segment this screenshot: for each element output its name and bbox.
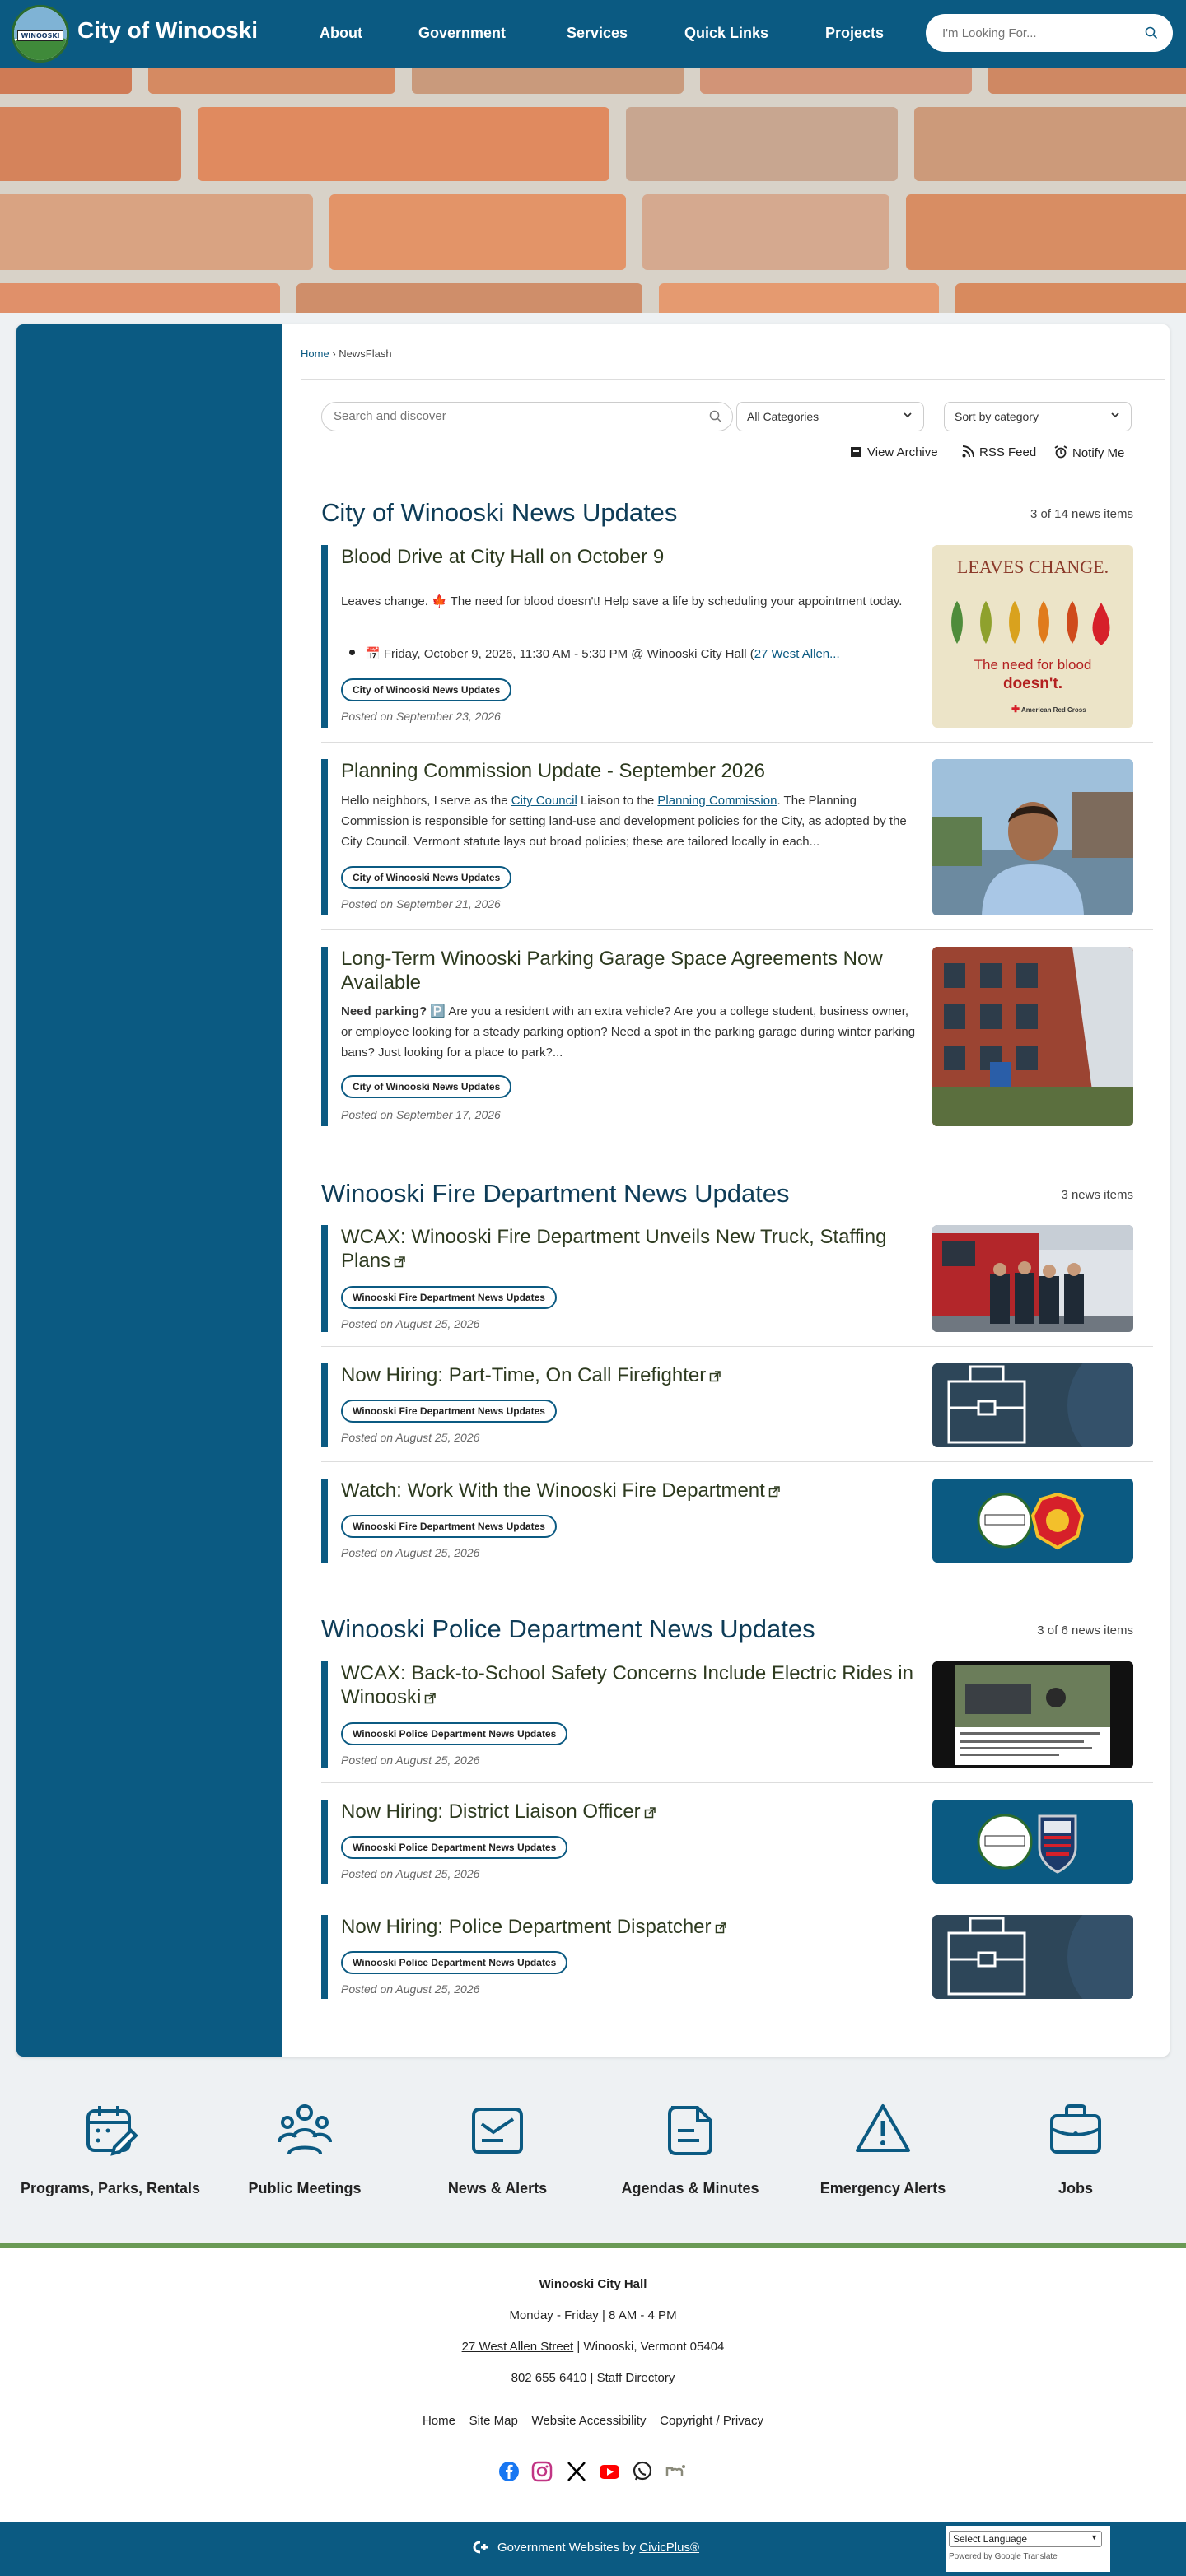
- red-cross-logo: [1011, 703, 1086, 715]
- brick: [642, 194, 890, 270]
- category-tag[interactable]: Winooski Police Department News Updates: [341, 1722, 567, 1745]
- briefcase-icon: [932, 1915, 1133, 1999]
- category-select[interactable]: [736, 402, 924, 431]
- category-tag[interactable]: Winooski Police Department News Updates: [341, 1836, 567, 1859]
- news-article-screenshot: [932, 1661, 1133, 1768]
- breadcrumb-home[interactable]: Home: [301, 347, 329, 360]
- footer-hours: Monday - Friday | 8 AM - 4 PM: [509, 2308, 677, 2322]
- alarm-clock-icon: [1054, 445, 1067, 459]
- news-item-thumbnail[interactable]: [932, 1800, 1133, 1884]
- news-item-thumbnail[interactable]: [932, 545, 1133, 728]
- news-item-event-text: 📅 Friday, October 9, 2026, 11:30 AM - 5:30 PM @ Winooski City Hall (: [365, 647, 754, 661]
- powered-by-text: Government Websites by: [497, 2541, 640, 2555]
- rss-feed-label: RSS Feed: [979, 445, 1037, 459]
- item-divider: [321, 1461, 1153, 1462]
- posted-date: Posted on August 25, 2026: [341, 1317, 480, 1330]
- footer-address-link[interactable]: [462, 2340, 574, 2354]
- planning-commission-link[interactable]: Planning Commission: [657, 794, 777, 808]
- brick: [0, 194, 313, 270]
- fire-truck-photo: [932, 1225, 1133, 1332]
- left-sidebar: [16, 324, 282, 2057]
- external-link-icon: [715, 1922, 726, 1934]
- news-item: [321, 545, 1133, 728]
- category-select-value: All Categories: [747, 410, 819, 423]
- posted-date: Posted on August 25, 2026: [341, 1431, 480, 1444]
- calendar-edit-icon: [82, 2101, 139, 2159]
- news-item-accent-bar: [321, 1800, 328, 1884]
- chevron-down-icon: [1109, 409, 1121, 421]
- news-item-thumbnail[interactable]: [932, 1661, 1133, 1768]
- main-content-card: [16, 324, 1170, 2057]
- news-item-title-text: Now Hiring: Part-Time, On Call Firefighter: [341, 1364, 707, 1386]
- site-title[interactable]: City of Winooski: [77, 17, 259, 43]
- news-item-title-text: WCAX: Winooski Fire Department Unveils New Truck, Staffing Plans: [341, 1226, 887, 1272]
- footer-staff-directory-text: Staff Directory: [596, 2371, 675, 2385]
- red-cross-text: American Red Cross: [1021, 706, 1086, 714]
- footer-staff-directory-link[interactable]: [597, 2371, 675, 2385]
- search-icon[interactable]: [709, 410, 722, 423]
- footer-link-accessibility[interactable]: Website Accessibility: [531, 2414, 647, 2428]
- language-select-value: Select Language: [953, 2533, 1028, 2545]
- civicplus-logo-icon: [473, 2541, 491, 2554]
- news-item-title[interactable]: [341, 1661, 918, 1709]
- news-item-thumbnail[interactable]: [932, 759, 1133, 915]
- news-item-thumbnail[interactable]: [932, 1225, 1133, 1332]
- posted-date: Posted on September 17, 2026: [341, 1108, 501, 1121]
- thumb-line-3: doesn't.: [1002, 675, 1063, 692]
- nav-services[interactable]: Services: [567, 25, 628, 41]
- section-count-fire-news: 3 news items: [1061, 1188, 1133, 1202]
- brick: [626, 107, 898, 181]
- city-council-link[interactable]: City Council: [511, 794, 577, 808]
- news-item-event-link[interactable]: 27 West Allen...: [754, 647, 840, 661]
- brick: [329, 194, 626, 270]
- summary-bold: Need parking?: [341, 1004, 427, 1018]
- item-divider: [321, 742, 1153, 743]
- footer-links: [0, 2414, 1186, 2428]
- posted-date: Posted on September 21, 2026: [341, 897, 501, 911]
- thumb-line-2: The need for blood: [974, 657, 1092, 673]
- news-item-thumbnail[interactable]: [932, 1479, 1133, 1563]
- news-item-title-text: WCAX: Back-to-School Safety Concerns Include Electric Rides in Winooski: [341, 1662, 913, 1708]
- brick: [988, 68, 1186, 94]
- brick: [0, 283, 280, 313]
- hero-brick-banner: [0, 68, 1186, 313]
- news-item-title[interactable]: Blood Drive at City Hall on October 9: [341, 546, 665, 568]
- red-cross-icon: ✚: [1011, 703, 1020, 715]
- quick-link-label: Emergency Alerts: [819, 2180, 946, 2196]
- quick-link-label: Programs, Parks, Rentals: [20, 2180, 201, 2196]
- news-item-thumbnail[interactable]: [932, 1363, 1133, 1447]
- brick: [198, 107, 609, 181]
- language-select[interactable]: [949, 2531, 1102, 2547]
- news-item-title[interactable]: [341, 1915, 918, 1939]
- instagram-icon[interactable]: [530, 2460, 553, 2483]
- rss-icon: [962, 445, 974, 458]
- brick: [148, 68, 395, 94]
- quick-link-label: News & Alerts: [447, 2180, 548, 2196]
- brick: [659, 283, 939, 313]
- section-title-fire-news: Winooski Fire Department News Updates: [321, 1179, 790, 1208]
- whatsapp-icon[interactable]: [631, 2460, 654, 2483]
- news-item-title[interactable]: [341, 1479, 918, 1502]
- thumb-headline: LEAVES CHANGE.: [956, 557, 1109, 577]
- brick: [0, 68, 132, 94]
- footer-link-copyright[interactable]: Copyright / Privacy: [660, 2414, 764, 2428]
- site-search-input[interactable]: [942, 23, 1140, 43]
- external-link-icon: [424, 1693, 436, 1704]
- summary-text: 🅿️ Are you a resident with an extra vehicle? Are you a college student, business owner, or employee looking for a steady parking option? Need a spot in the parking garage during winter parking bans? Just looking for a place to park?...: [341, 1004, 916, 1060]
- search-icon[interactable]: [1145, 26, 1158, 40]
- chevron-down-icon: [902, 409, 913, 421]
- portrait-photo: [932, 759, 1133, 915]
- footer-contact: [0, 2371, 1186, 2385]
- brick: [906, 194, 1186, 270]
- news-item-title[interactable]: [341, 1800, 918, 1824]
- nav-government[interactable]: Government: [418, 25, 507, 41]
- brick: [700, 68, 972, 94]
- news-item-title-text: Now Hiring: District Liaison Officer: [341, 1800, 641, 1823]
- external-link-icon: [768, 1486, 780, 1498]
- summary-text: Liaison to the: [577, 794, 658, 808]
- external-link-icon: [644, 1807, 656, 1819]
- footer-link-home[interactable]: Home: [422, 2414, 455, 2428]
- nextdoor-icon[interactable]: [664, 2460, 687, 2483]
- powered-by: [473, 2541, 699, 2555]
- breadcrumb-divider: [301, 379, 1165, 380]
- chevron-down-icon: ▼: [1090, 2533, 1098, 2541]
- news-item: [321, 1661, 1133, 1768]
- brick: [914, 107, 1186, 181]
- news-item-event: [349, 644, 926, 664]
- section-count-city-news: 3 of 14 news items: [1030, 507, 1133, 521]
- news-item-title[interactable]: [341, 1363, 918, 1387]
- category-tag[interactable]: Winooski Fire Department News Updates: [341, 1286, 557, 1309]
- news-item-title[interactable]: Planning Commission Update - September 2026: [341, 760, 765, 782]
- news-item-accent-bar: [321, 947, 328, 1126]
- nav-projects[interactable]: Projects: [825, 25, 885, 41]
- item-divider: [321, 1782, 1153, 1783]
- news-item-title-text: Watch: Work With the Winooski Fire Department: [341, 1479, 765, 1502]
- fire-department-badges: [932, 1479, 1133, 1563]
- archive-icon: [850, 445, 862, 458]
- quick-link-programs[interactable]: [20, 2101, 201, 2198]
- news-item-accent-bar: [321, 1915, 328, 1999]
- rss-feed-link[interactable]: [962, 445, 1036, 459]
- external-link-icon: [709, 1371, 721, 1382]
- posted-date: Posted on August 25, 2026: [341, 1546, 480, 1559]
- sort-select-value: Sort by category: [955, 410, 1039, 423]
- news-item: [321, 1225, 1133, 1332]
- news-item-summary: [341, 1001, 918, 1063]
- news-item-thumbnail[interactable]: [932, 1915, 1133, 1999]
- posted-date: Posted on August 25, 2026: [341, 1754, 480, 1767]
- quick-link-label: Public Meetings: [248, 2180, 362, 2196]
- x-icon[interactable]: [565, 2460, 588, 2483]
- external-link-icon: [394, 1256, 405, 1268]
- quick-link-agendas[interactable]: [600, 2101, 781, 2198]
- news-item: [321, 759, 1133, 915]
- news-item-accent-bar: [321, 759, 328, 915]
- view-archive-label: View Archive: [867, 445, 938, 459]
- news-item: [321, 1800, 1133, 1884]
- news-item: [321, 1363, 1133, 1447]
- quick-link-news-alerts[interactable]: [407, 2101, 588, 2198]
- news-item-summary: [341, 790, 918, 852]
- news-item-accent-bar: [321, 1479, 328, 1563]
- category-tag[interactable]: Winooski Fire Department News Updates: [341, 1515, 557, 1538]
- notify-me-link[interactable]: [1054, 445, 1124, 460]
- news-item-title-text: Now Hiring: Police Department Dispatcher: [341, 1916, 712, 1938]
- posted-date: Posted on September 23, 2026: [341, 710, 501, 723]
- news-search: [321, 402, 733, 431]
- translate-powered-by: Powered by Google Translate: [949, 2552, 1058, 2561]
- category-tag[interactable]: City of Winooski News Updates: [341, 866, 511, 889]
- facebook-icon[interactable]: [497, 2460, 521, 2483]
- item-divider: [321, 1346, 1153, 1347]
- brick: [296, 283, 642, 313]
- brick: [0, 107, 181, 181]
- logo-text: WINOOSKI: [17, 30, 63, 41]
- notify-me-label: Notify Me: [1072, 446, 1125, 460]
- news-item-title[interactable]: Long-Term Winooski Parking Garage Space Agreements Now Available: [341, 948, 883, 994]
- quick-link-emergency-alerts[interactable]: [792, 2101, 974, 2198]
- quick-link-jobs[interactable]: [985, 2101, 1166, 2198]
- category-tag[interactable]: Winooski Fire Department News Updates: [341, 1400, 557, 1423]
- footer-address-text: | Winooski, Vermont 05404: [573, 2340, 725, 2354]
- google-translate-widget: [946, 2526, 1110, 2572]
- summary-text: Hello neighbors, I serve as the: [341, 794, 511, 808]
- nav-about[interactable]: About: [320, 25, 362, 41]
- parking-garage-photo: [932, 947, 1133, 1126]
- footer-phone-text: 802 655 6410: [511, 2371, 587, 2385]
- document-icon: [661, 2101, 719, 2159]
- category-tag[interactable]: City of Winooski News Updates: [341, 678, 511, 701]
- breadcrumb-separator: ›: [332, 347, 339, 360]
- site-search: [926, 14, 1173, 52]
- quick-link-label: Agendas & Minutes: [621, 2180, 759, 2196]
- item-divider: [321, 929, 1153, 930]
- breadcrumb-current: NewsFlash: [339, 347, 392, 360]
- news-item-accent-bar: [321, 545, 328, 728]
- section-count-police-news: 3 of 6 news items: [1037, 1623, 1133, 1637]
- section-title-city-news: City of Winooski News Updates: [321, 498, 678, 527]
- mail-icon: [469, 2101, 526, 2159]
- city-logo[interactable]: [12, 5, 69, 63]
- news-item-accent-bar: [321, 1225, 328, 1332]
- footer-phone-link[interactable]: [511, 2371, 587, 2385]
- civicplus-link-text: CivicPlus®: [639, 2541, 700, 2555]
- view-archive-link[interactable]: [850, 445, 938, 459]
- footer-link-site-map[interactable]: Site Map: [469, 2414, 518, 2428]
- brick: [412, 68, 684, 94]
- police-department-badges: [932, 1800, 1133, 1884]
- quick-link-label: Jobs: [1058, 2180, 1093, 2196]
- news-item: [321, 947, 1133, 1126]
- brick: [955, 283, 1186, 313]
- nav-quick-links[interactable]: Quick Links: [684, 25, 769, 41]
- warning-icon: [854, 2101, 912, 2159]
- briefcase-icon: [932, 1363, 1133, 1447]
- news-search-input[interactable]: [334, 409, 696, 423]
- bottom-bar: [0, 2522, 1186, 2576]
- news-item-title[interactable]: [341, 1225, 918, 1273]
- footer-address-link-text: 27 West Allen Street: [461, 2340, 574, 2354]
- category-tag[interactable]: Winooski Police Department News Updates: [341, 1951, 567, 1974]
- sort-select[interactable]: [944, 402, 1132, 431]
- news-item: [321, 1479, 1133, 1563]
- briefcase-icon: [1047, 2101, 1104, 2159]
- section-title-police-news: Winooski Police Department News Updates: [321, 1614, 815, 1643]
- youtube-icon[interactable]: [598, 2460, 621, 2483]
- posted-date: Posted on August 25, 2026: [341, 1982, 480, 1996]
- news-item-accent-bar: [321, 1363, 328, 1447]
- footer-address: [0, 2340, 1186, 2354]
- news-item-thumbnail[interactable]: [932, 947, 1133, 1126]
- news-item-summary: Leaves change. 🍁 The need for blood doesn't! Help save a life by scheduling your appointment today.: [341, 594, 903, 608]
- people-group-icon: [276, 2101, 334, 2159]
- top-navigation-bar: [0, 0, 1186, 68]
- footer-separator: |: [586, 2371, 597, 2385]
- quick-link-public-meetings[interactable]: [214, 2101, 395, 2198]
- news-item: [321, 1915, 1133, 1999]
- breadcrumb: [301, 347, 392, 360]
- footer-org-name: Winooski City Hall: [539, 2277, 647, 2291]
- news-item-accent-bar: [321, 1661, 328, 1768]
- posted-date: Posted on August 25, 2026: [341, 1867, 480, 1880]
- civicplus-link[interactable]: [639, 2541, 699, 2555]
- category-tag[interactable]: City of Winooski News Updates: [341, 1075, 511, 1098]
- bullet: [349, 650, 355, 655]
- summary-text: . The Planning Commission is responsible for setting land-use and development policies for the City, as adopted by the City Council. Vermont statute lays out broad policies; these are tailored locally in each...: [341, 794, 907, 849]
